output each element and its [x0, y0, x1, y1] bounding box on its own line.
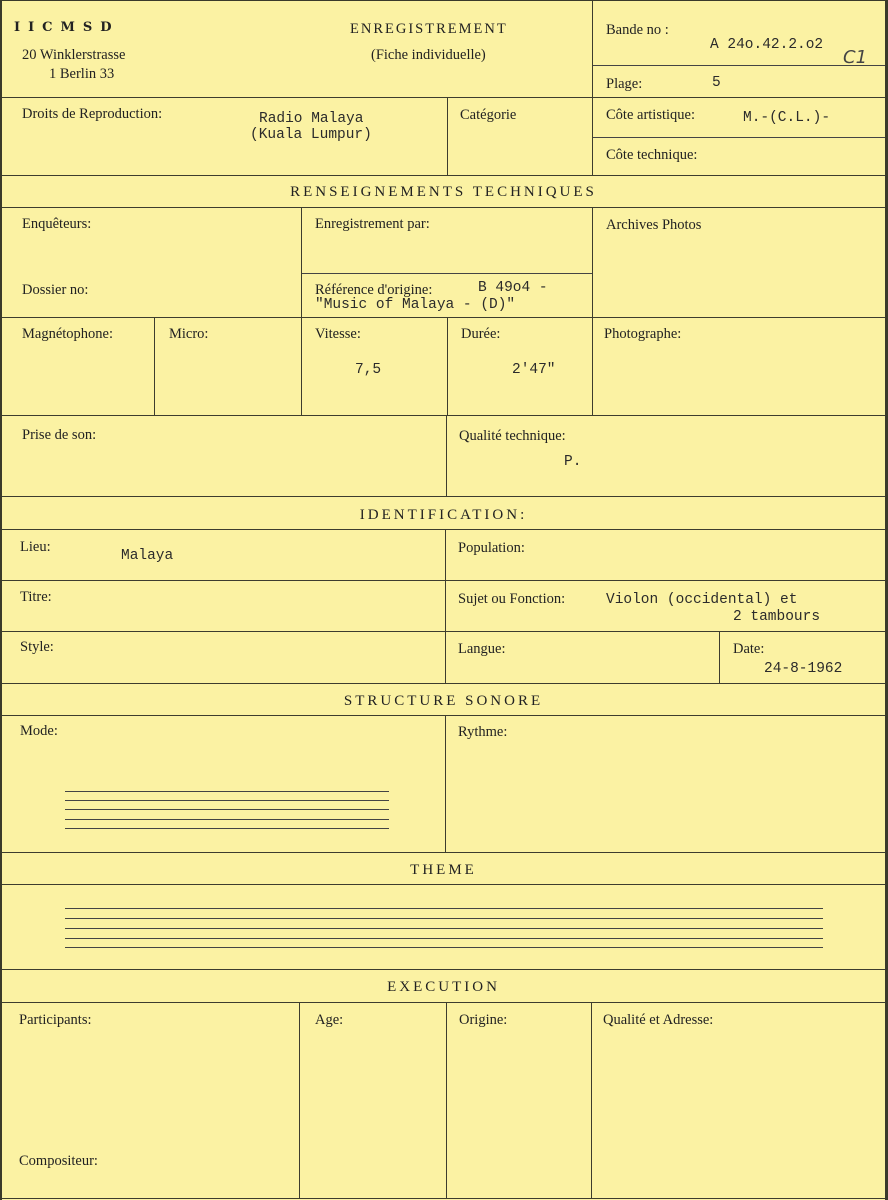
rule-qualite-left [446, 415, 447, 496]
rule-theme-title-bottom [2, 884, 885, 885]
rule-exec-title-bottom [2, 1002, 885, 1003]
duree-label: Durée: [461, 326, 501, 342]
theme-staff-line [65, 918, 823, 919]
population-label: Population: [458, 540, 525, 556]
enqueteurs-label: Enquêteurs: [22, 216, 92, 232]
rule-photographe-left [592, 317, 593, 415]
prise-de-son-label: Prise de son: [22, 427, 97, 443]
rule-ident-title-bottom [2, 529, 885, 530]
rule-titre-bottom [2, 631, 885, 632]
rule-style-bottom [2, 683, 885, 684]
duree-value: 2'47" [512, 362, 556, 378]
rule-rythme-left [445, 715, 446, 852]
reference-value-line-2: "Music of Malaya - (D)" [315, 297, 516, 313]
rule-theme-bottom [2, 969, 885, 970]
titre-label: Titre: [20, 589, 52, 605]
rule-enreg-left [301, 207, 302, 317]
section-renseignements-techniques: RENSEIGNEMENTS TECHNIQUES [290, 184, 597, 200]
mode-staff-line [65, 791, 389, 792]
rule-prise-bottom [2, 496, 885, 497]
section-identification: IDENTIFICATION: [359, 507, 528, 523]
rule-header-bottom [2, 97, 885, 98]
micro-label: Micro: [169, 326, 209, 342]
photographe-label: Photographe: [604, 326, 682, 342]
cote-artistique-label: Côte artistique: [606, 107, 695, 123]
droits-value-line-1: Radio Malaya [259, 111, 364, 127]
magnetophone-label: Magnétophone: [22, 326, 114, 342]
rythme-label: Rythme: [458, 724, 508, 740]
plage-value: 5 [712, 75, 721, 91]
rule-dossier-bottom [2, 317, 885, 318]
vitesse-label: Vitesse: [315, 326, 361, 342]
bande-value: A 24o.42.2.o2 [710, 37, 824, 53]
droits-label: Droits de Reproduction: [22, 106, 163, 122]
droits-value-line-2: (Kuala Lumpur) [250, 127, 372, 143]
date-value: 24-8-1962 [764, 661, 843, 677]
qualite-adresse-label: Qualité et Adresse: [603, 1012, 714, 1028]
mode-staff-line [65, 800, 389, 801]
rule-archives-left [592, 207, 593, 317]
rule-vitesse-left [301, 317, 302, 415]
theme-staff-line [65, 938, 823, 939]
sujet-value-line-2: 2 tambours [733, 609, 821, 625]
sujet-value: Violon (occidental) et [606, 592, 798, 608]
mode-staff-line [65, 809, 389, 810]
theme-staff-line [65, 947, 823, 948]
rule-tech-title-bottom [2, 207, 885, 208]
section-structure-sonore: STRUCTURE SONORE [343, 693, 544, 709]
rule-cote-technique-top [592, 137, 885, 138]
theme-staff-line [65, 928, 823, 929]
rule-header-divider [592, 1, 593, 97]
rule-rights-bottom [2, 175, 885, 176]
rule-qualite-adresse-left [591, 1002, 592, 1198]
rule-reference-top [301, 273, 592, 274]
vitesse-value: 7,5 [355, 362, 382, 378]
lieu-label: Lieu: [20, 539, 51, 555]
theme-staff-line [65, 908, 823, 909]
plage-label: Plage: [606, 76, 643, 92]
age-label: Age: [315, 1012, 344, 1028]
rule-ident-divider [445, 529, 446, 683]
compositeur-label: Compositeur: [19, 1153, 98, 1169]
rule-origine-left [446, 1002, 447, 1198]
section-execution: EXECUTION [387, 979, 500, 995]
rule-magneto-bottom [2, 415, 885, 416]
date-label: Date: [733, 641, 765, 657]
address-line-1: 20 Winklerstrasse [22, 47, 126, 63]
rule-duree-left [447, 317, 448, 415]
mode-staff-line [65, 828, 389, 829]
style-label: Style: [20, 639, 54, 655]
section-theme: THEME [410, 862, 477, 878]
participants-label: Participants: [19, 1012, 92, 1028]
institute-logo: IICMSD [14, 20, 120, 35]
dossier-label: Dossier no: [22, 282, 89, 298]
langue-label: Langue: [458, 641, 506, 657]
cote-technique-label: Côte technique: [606, 147, 698, 163]
card-subtitle: (Fiche individuelle) [371, 47, 486, 63]
rule-mode-bottom [2, 852, 885, 853]
sujet-label: Sujet ou Fonction: [458, 591, 566, 607]
reference-label: Référence d'origine: [315, 282, 433, 298]
address-line-2: 1 Berlin 33 [49, 66, 115, 82]
rule-card-bottom [2, 1198, 885, 1199]
rule-date-left [719, 631, 720, 683]
archives-photos-label: Archives Photos [606, 217, 702, 233]
qualite-technique-label: Qualité technique: [459, 428, 566, 444]
rule-lieu-bottom [2, 580, 885, 581]
cote-artistique-value: M.-(C.L.)- [743, 110, 831, 126]
mode-label: Mode: [20, 723, 58, 739]
rule-plage-top [592, 65, 885, 66]
origine-label: Origine: [459, 1012, 508, 1028]
rule-structure-title-bottom [2, 715, 885, 716]
rule-age-left [299, 1002, 300, 1198]
reference-value: B 49o4 - [478, 280, 548, 296]
lieu-value: Malaya [121, 548, 174, 564]
card-title: ENREGISTREMENT [350, 21, 508, 37]
bande-label: Bande no : [606, 22, 669, 38]
enregistrement-par-label: Enregistrement par: [315, 216, 430, 232]
mode-staff-line [65, 819, 389, 820]
qualite-technique-value: P. [564, 454, 582, 470]
categorie-label: Catégorie [460, 107, 517, 123]
rule-categorie-left [447, 97, 448, 175]
rule-cote-left [592, 97, 593, 175]
rule-micro-left [154, 317, 155, 415]
bande-handwritten-mark: C1 [843, 47, 868, 68]
